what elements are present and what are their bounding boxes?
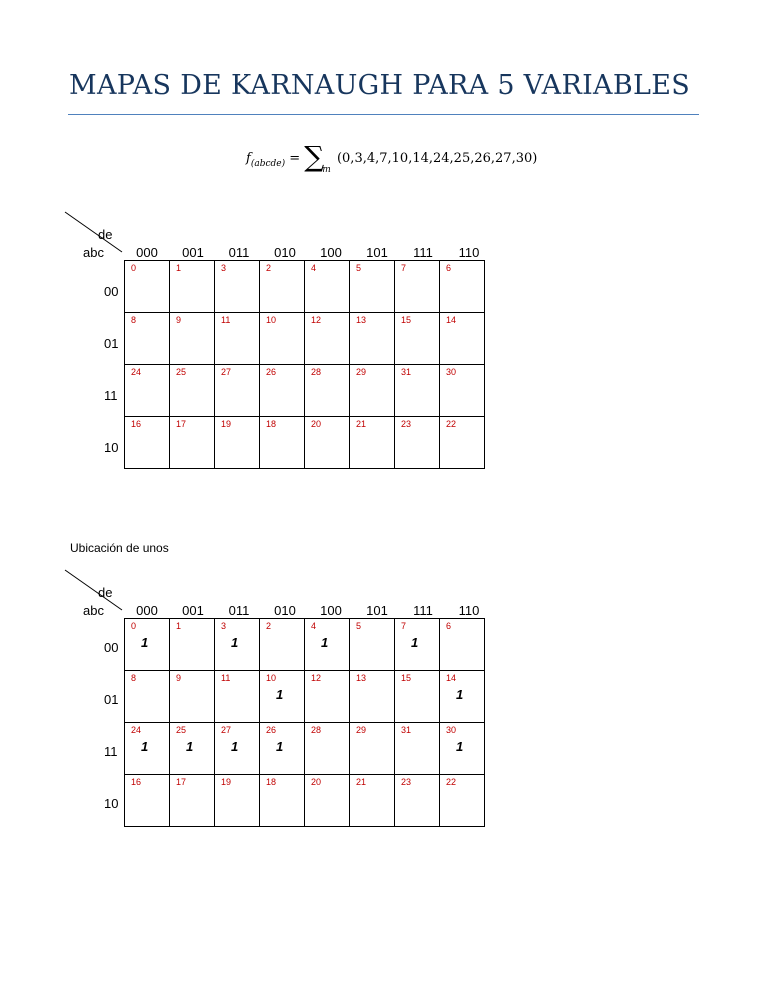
- sigma-symbol: ∑: [304, 140, 325, 173]
- minterm-index: 30: [446, 725, 457, 735]
- grid-cell: [170, 365, 215, 417]
- section-label-ones: Ubicación de unos: [70, 541, 169, 555]
- grid-cell: [125, 775, 170, 827]
- minterm-index: 15: [401, 315, 412, 325]
- column-header: 111: [413, 603, 433, 618]
- grid-cell: [305, 261, 350, 313]
- minterm-index: 11: [221, 315, 231, 325]
- grid-cell: [170, 261, 215, 313]
- column-header: 100: [320, 603, 342, 618]
- grid-cell: [125, 671, 170, 723]
- minterm-index: 9: [176, 673, 182, 683]
- grid-cell: [350, 671, 395, 723]
- kmap-indices-grid: [124, 260, 485, 469]
- column-header: 001: [182, 245, 204, 260]
- minterm-one: 1: [231, 635, 239, 650]
- grid-cell: [260, 723, 305, 775]
- grid-cell: [440, 417, 485, 469]
- minterm-index: 28: [311, 725, 322, 735]
- grid-cell: [395, 417, 440, 469]
- grid-cell: [350, 775, 395, 827]
- row-header: 00: [104, 284, 119, 299]
- column-header: 111: [413, 245, 433, 260]
- minterm-index: 30: [446, 367, 457, 377]
- grid-cell: [440, 313, 485, 365]
- minterm-one: 1: [141, 635, 149, 650]
- grid-cell: [125, 723, 170, 775]
- minterm-index: 4: [311, 621, 317, 631]
- minterm-index: 20: [311, 777, 322, 787]
- column-header: 011: [228, 603, 250, 618]
- minterm-index: 23: [401, 777, 412, 787]
- grid-cell: [350, 365, 395, 417]
- minterm-one: 1: [276, 687, 284, 702]
- grid-cell: [260, 775, 305, 827]
- grid-cell: [215, 261, 260, 313]
- minterm-index: 4: [311, 263, 317, 273]
- column-header: 100: [320, 245, 342, 260]
- column-header: 000: [136, 245, 158, 260]
- formula-variables: (abcde): [250, 159, 286, 169]
- grid-cell: [395, 723, 440, 775]
- grid-cell: [305, 775, 350, 827]
- grid-cell: [215, 671, 260, 723]
- grid-cell: [305, 671, 350, 723]
- kmap-ones-grid: [124, 618, 485, 827]
- minterm-one: 1: [186, 739, 194, 754]
- row-header: 11: [104, 388, 118, 403]
- formula-minterms: (0,3,4,7,10,14,24,25,26,27,30): [336, 151, 538, 166]
- grid-cell: [215, 417, 260, 469]
- minterm-index: 29: [356, 367, 367, 377]
- minterm-index: 3: [221, 263, 227, 273]
- column-header: 101: [366, 603, 388, 618]
- minterm-index: 17: [176, 777, 187, 787]
- minterm-index: 31: [401, 367, 412, 377]
- grid-cell: [440, 775, 485, 827]
- minterm-index: 20: [311, 419, 322, 429]
- grid-cell: [395, 313, 440, 365]
- grid-cell: [395, 365, 440, 417]
- column-header: 110: [458, 245, 480, 260]
- grid-cell: [125, 261, 170, 313]
- minterm-index: 29: [356, 725, 367, 735]
- minterm-index: 18: [266, 777, 277, 787]
- minterm-index: 15: [401, 673, 412, 683]
- grid-cell: [260, 313, 305, 365]
- grid-cell: [215, 313, 260, 365]
- grid-row: [125, 619, 485, 671]
- de-label: de: [98, 227, 113, 242]
- minterm-index: 24: [131, 367, 142, 377]
- grid-cell: [215, 365, 260, 417]
- minterm-index: 28: [311, 367, 322, 377]
- grid-cell: [260, 261, 305, 313]
- grid-cell: [305, 313, 350, 365]
- grid-cell: [350, 619, 395, 671]
- grid-cell: [350, 723, 395, 775]
- minterm-index: 21: [356, 419, 367, 429]
- grid-cell: [350, 417, 395, 469]
- minterm-index: 2: [266, 621, 272, 631]
- kmap-ones: [60, 570, 520, 840]
- minterm-index: 6: [446, 263, 452, 273]
- minterm-one: 1: [456, 739, 464, 754]
- grid-cell: [215, 723, 260, 775]
- minterm-one: 1: [456, 687, 464, 702]
- column-header: 000: [136, 603, 158, 618]
- minterm-index: 16: [131, 419, 142, 429]
- grid-cell: [440, 619, 485, 671]
- formula-m-subscript: m: [322, 165, 331, 175]
- minterm-index: 21: [356, 777, 367, 787]
- grid-row: [125, 261, 485, 313]
- minterm-index: 19: [221, 419, 232, 429]
- minterm-index: 17: [176, 419, 187, 429]
- grid-cell: [440, 671, 485, 723]
- minterm-index: 5: [356, 621, 362, 631]
- minterm-one: 1: [321, 635, 329, 650]
- row-header: 11: [104, 744, 118, 759]
- grid-cell: [305, 365, 350, 417]
- grid-cell: [170, 417, 215, 469]
- grid-row: [125, 365, 485, 417]
- minterm-index: 18: [266, 419, 277, 429]
- minterm-index: 16: [131, 777, 142, 787]
- minterm-index: 23: [401, 419, 412, 429]
- minterm-index: 1: [176, 263, 182, 273]
- row-header: 10: [104, 796, 119, 811]
- minterm-index: 22: [446, 419, 457, 429]
- minterm-index: 19: [221, 777, 232, 787]
- minterm-index: 12: [311, 673, 322, 683]
- grid-row: [125, 313, 485, 365]
- grid-cell: [395, 619, 440, 671]
- column-header: 001: [182, 603, 204, 618]
- minterm-index: 12: [311, 315, 322, 325]
- grid-cell: [215, 775, 260, 827]
- minterm-index: 0: [131, 263, 137, 273]
- grid-cell: [125, 417, 170, 469]
- grid-cell: [395, 671, 440, 723]
- minterm-index: 1: [176, 621, 182, 631]
- minterm-index: 10: [266, 315, 277, 325]
- grid-cell: [440, 261, 485, 313]
- row-header: 01: [104, 692, 119, 707]
- formula-function: f: [246, 151, 251, 166]
- minterm-index: 7: [401, 621, 407, 631]
- column-header: 010: [274, 603, 296, 618]
- de-label: de: [98, 585, 113, 600]
- column-header: 011: [228, 245, 250, 260]
- minterm-index: 7: [401, 263, 407, 273]
- grid-cell: [170, 671, 215, 723]
- minterm-index: 10: [266, 673, 277, 683]
- grid-cell: [170, 723, 215, 775]
- minterm-index: 3: [221, 621, 227, 631]
- kmap-indices: [60, 212, 520, 482]
- grid-cell: [170, 775, 215, 827]
- grid-cell: [215, 619, 260, 671]
- grid-cell: [170, 619, 215, 671]
- row-header: 01: [104, 336, 119, 351]
- grid-cell: [395, 261, 440, 313]
- minterm-one: 1: [141, 739, 149, 754]
- minterm-index: 26: [266, 725, 277, 735]
- minterm-index: 0: [131, 621, 137, 631]
- minterm-index: 27: [221, 725, 232, 735]
- grid-cell: [170, 313, 215, 365]
- grid-cell: [260, 671, 305, 723]
- grid-cell: [125, 313, 170, 365]
- formula-equals: =: [289, 151, 301, 166]
- grid-row: [125, 723, 485, 775]
- minterm-index: 14: [446, 315, 457, 325]
- sum-of-minterms-formula: [246, 136, 538, 175]
- minterm-index: 25: [176, 725, 187, 735]
- minterm-index: 13: [356, 315, 367, 325]
- grid-cell: [395, 775, 440, 827]
- grid-cell: [260, 417, 305, 469]
- minterm-index: 9: [176, 315, 182, 325]
- minterm-index: 8: [131, 315, 137, 325]
- grid-cell: [305, 417, 350, 469]
- title-underline: [68, 114, 699, 115]
- minterm-one: 1: [276, 739, 284, 754]
- minterm-index: 5: [356, 263, 362, 273]
- grid-cell: [125, 365, 170, 417]
- minterm-one: 1: [411, 635, 419, 650]
- grid-row: [125, 671, 485, 723]
- minterm-index: 31: [401, 725, 412, 735]
- row-header: 00: [104, 640, 119, 655]
- abc-label: abc: [83, 603, 104, 618]
- abc-label: abc: [83, 245, 104, 260]
- grid-cell: [350, 313, 395, 365]
- minterm-index: 26: [266, 367, 277, 377]
- minterm-index: 22: [446, 777, 457, 787]
- minterm-index: 25: [176, 367, 187, 377]
- column-header: 010: [274, 245, 296, 260]
- minterm-index: 8: [131, 673, 137, 683]
- grid-row: [125, 775, 485, 827]
- column-header: 110: [458, 603, 480, 618]
- grid-cell: [260, 619, 305, 671]
- grid-cell: [125, 619, 170, 671]
- grid-cell: [440, 723, 485, 775]
- minterm-index: 13: [356, 673, 367, 683]
- page-title: MAPAS DE KARNAUGH PARA 5 VARIABLES: [69, 70, 691, 101]
- minterm-index: 24: [131, 725, 142, 735]
- grid-row: [125, 417, 485, 469]
- minterm-index: 11: [221, 673, 231, 683]
- grid-cell: [305, 619, 350, 671]
- minterm-index: 27: [221, 367, 232, 377]
- minterm-index: 14: [446, 673, 457, 683]
- grid-cell: [305, 723, 350, 775]
- minterm-index: 6: [446, 621, 452, 631]
- minterm-one: 1: [231, 739, 239, 754]
- grid-cell: [440, 365, 485, 417]
- row-header: 10: [104, 440, 119, 455]
- column-header: 101: [366, 245, 388, 260]
- minterm-index: 2: [266, 263, 272, 273]
- grid-cell: [350, 261, 395, 313]
- grid-cell: [260, 365, 305, 417]
